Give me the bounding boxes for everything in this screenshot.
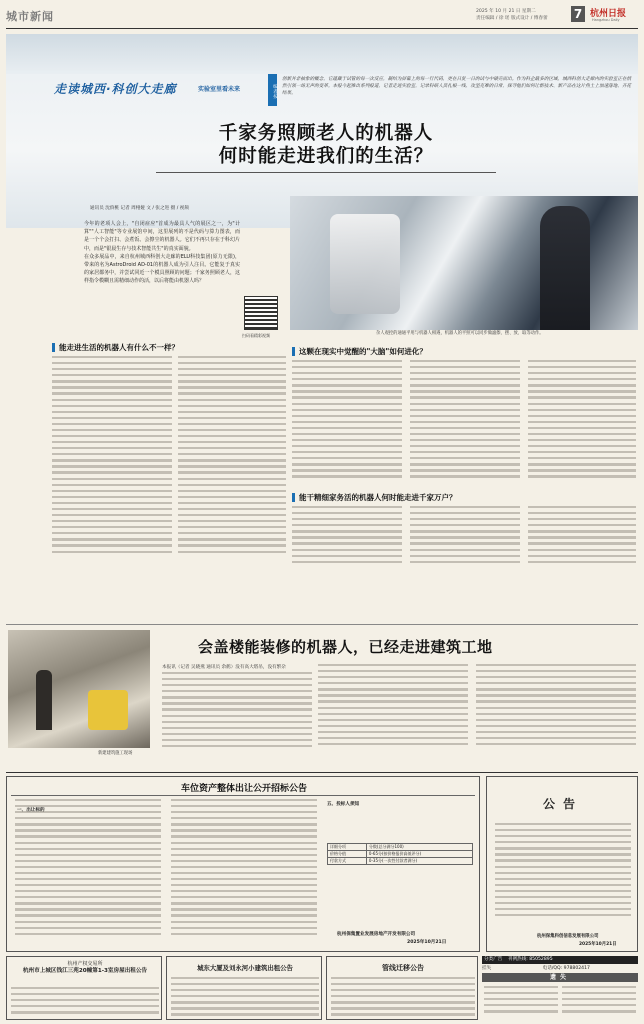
page-header <box>6 6 638 28</box>
table-cell: 0-35分(一次性付款者满分) <box>366 858 472 865</box>
article2-col-3 <box>476 664 636 756</box>
worker-figure <box>36 670 52 730</box>
table-row <box>328 844 473 851</box>
notice-1-col-1 <box>15 799 161 949</box>
notice-2-body <box>495 823 631 933</box>
masthead-sub: Hangzhou Daily <box>592 18 620 22</box>
notice-2-signature: 杭州保集科创信息发展有限公司 <box>537 934 599 939</box>
lede: 今年的老项人会上，"自闭症应"首成为最具人气的展区之一，为"计算""人工智能"等专业展馆中间，这里展列的不是代码与算力图表，而是一个个会打扫、会煮饭、会擦尘的机器人。它们不再只存在于科幻片中，而是"银晨生存与技术智能共生"的真实面貌。 在众多展品中，来自杭州城西科创大走廊的ELU科技集团(原力无限)，带来的名为AstroDroid AD-01的机器人成为引人注目。它能复于真实的家居都务中，并尝试同近一个模具照顾的问题；千家务照顾老人，这样指令模糊且需精细动作的活，以后将能由机器人吗？ <box>84 221 240 285</box>
construction-photo-caption: 新建建筑施工现场 <box>98 751 133 756</box>
lost-title: 遗失 <box>482 973 638 982</box>
table-row <box>328 851 473 858</box>
masthead: 杭州日报 <box>590 9 627 19</box>
article2-divider <box>6 624 638 625</box>
classifieds-body-right <box>562 986 636 1016</box>
body-column-5 <box>528 360 636 490</box>
notice-1-item-5: 五、投标人须知 <box>327 802 360 807</box>
section-label: 城市新闻 <box>6 10 54 23</box>
article2-headline: 会盖楼能装修的机器人，已经走进建筑工地 <box>198 638 493 656</box>
city-skyline-illustration <box>6 34 638 74</box>
body-column-7 <box>410 506 520 570</box>
classifieds-label: 分类广告 <box>484 957 503 962</box>
subhead-2: 这颗在现实中觉醒的"大脑"如何进化？ <box>292 346 532 357</box>
body-column-1 <box>52 356 172 566</box>
classifieds-hotline: 刊例热线: 85052895 <box>507 957 553 962</box>
robot-photo <box>290 196 638 330</box>
classifieds-header <box>482 956 638 964</box>
notice-1-rule <box>11 795 475 796</box>
subhead-marker <box>292 347 295 356</box>
table-cell: 0-65分(按价格报价高低评分) <box>366 851 472 858</box>
table-row <box>328 858 473 865</box>
ad-1-kicker: 杭州产权交易所 <box>67 961 103 967</box>
body-column-3 <box>292 360 402 490</box>
main-headline: 千家务照顾老人的机器人 何时能走进我们的生活？ <box>218 123 434 167</box>
bottom-ad-2 <box>166 956 322 1020</box>
bottom-ad-3 <box>326 956 478 1020</box>
notice-2 <box>486 776 638 952</box>
editor-note-tag: 编者按 <box>268 74 277 106</box>
series-title: 走读城西·科创大走廊 <box>54 82 177 96</box>
ad-3-body <box>331 977 475 1020</box>
notice-1-date: 2025年10月21日 <box>407 940 447 945</box>
ad-3-title: 管线迁移公告 <box>382 964 424 972</box>
table-cell: 分数(总分满分100) <box>366 844 472 851</box>
robot-machine <box>88 690 128 730</box>
notice-1 <box>6 776 480 952</box>
series-sub: 实验室里看未来 <box>198 86 241 93</box>
classifieds-subheader <box>482 965 638 971</box>
ad-2-body <box>171 977 319 1020</box>
notice-2-title: 公告 <box>542 797 583 811</box>
table-cell: 详细分项 <box>328 844 367 851</box>
ad-1-body <box>11 987 159 1017</box>
editor-line: 责任编辑 / 徐 瑶 版式设计 / 傅春蕾 <box>476 16 548 21</box>
notice-2-date: 2025年10月21日 <box>579 942 617 947</box>
table-cell: 价格分值 <box>328 851 367 858</box>
subhead-marker <box>52 343 55 352</box>
classifieds-body-left <box>484 986 558 1016</box>
byline: 通讯员 沈傧桃 记者 周栩娅 文 / 张之进 摄 / 视频 <box>90 206 189 211</box>
ad-1-title: 杭州市上城区钱江三苑20幢第1-3室房屋出租公告 <box>22 968 148 974</box>
body-column-8 <box>528 506 636 570</box>
subhead-marker <box>292 493 295 502</box>
robot-arm-shape <box>330 214 400 314</box>
classifieds-contact: 电话/QQ: 978802417 <box>542 966 590 971</box>
notice-1-title: 车位资产整体出让公开招标公告 <box>180 784 307 794</box>
notice-1-signature: 杭州保集置业发展房地产开发有限公司 <box>337 932 416 937</box>
article2-col-2 <box>318 664 468 756</box>
qr-code[interactable] <box>244 296 278 330</box>
classifieds <box>482 956 638 1020</box>
editor-note: 创新并非抽象的概念，它蕴藏于试管的每一次反应，凝结为屏幕上的每一行代码，更在日复一日的试与中破壳而出。作为科企最多的区域，城西科创大走廊内的实验室正在悄然引领一场无声的变革。本报今起推出系列报道，记者走进实验室，记录科研人员扎根一线、攻坚克难的日常，探寻他们如何让新技术、新产品在这片热土上加速落地、开花结果。 <box>282 77 632 96</box>
date-line: 2025 年 10 月 21 日 星期二 <box>476 9 536 14</box>
page-number: 7 <box>571 6 585 22</box>
subhead-1: 能走进生活的机器人有什么不一样？ <box>52 342 232 353</box>
qr-caption: 扫码看精彩视频 <box>242 333 270 338</box>
header-rule <box>6 28 638 29</box>
article2-byline: 本报讯（记者 吴晓燕 通讯员 余鹤）没有高大塔吊，没有繁杂 <box>162 665 286 670</box>
article2-col-1 <box>162 672 312 756</box>
notices-top-rule <box>6 772 638 773</box>
table-cell: 付款方式 <box>328 858 367 865</box>
researcher-shape <box>540 206 590 330</box>
body-column-6 <box>292 506 402 570</box>
body-column-4 <box>410 360 520 490</box>
construction-photo <box>8 630 150 748</box>
headline-rule <box>156 172 496 173</box>
notice-1-col-2 <box>171 799 317 949</box>
subhead-3: 能干精细家务活的机器人何时能走进千家万户？ <box>292 492 552 503</box>
body-column-2 <box>178 356 286 566</box>
lost-label: 挂失 <box>482 966 492 971</box>
photo-caption: 杂人观控的通通平用与机器人相遇，机器人的平照可以同步做滤擦、摆、放、取等动作。 <box>376 331 544 336</box>
ad-2-title: 城东大厦及刘永河小建筑出租公告 <box>197 964 293 972</box>
scoring-table <box>327 843 473 865</box>
bottom-ad-1 <box>6 956 162 1020</box>
